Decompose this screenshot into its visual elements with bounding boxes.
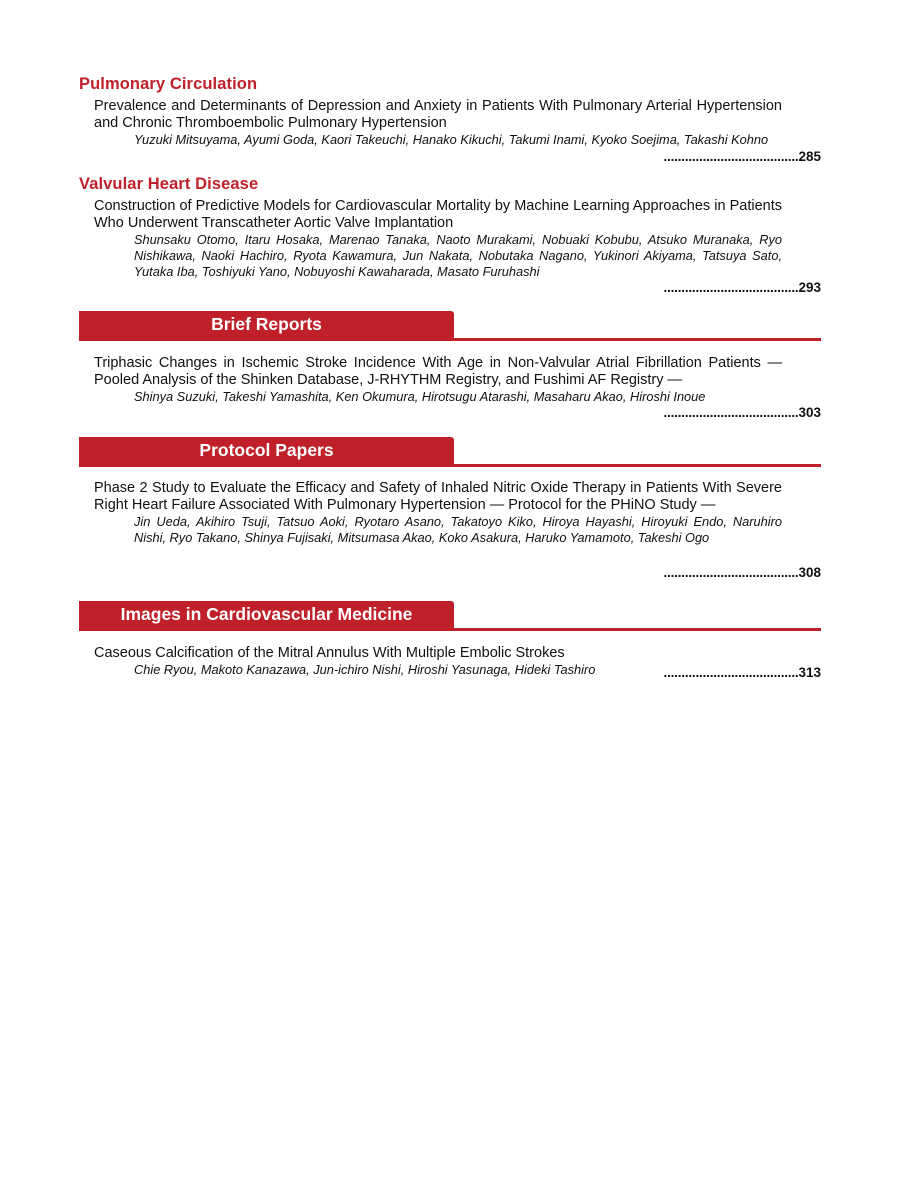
section-band-protocol-papers	[79, 437, 821, 467]
toc-entry-valvular[interactable]	[94, 198, 821, 295]
page-number: 285	[798, 149, 821, 164]
leader-dots: ......................................	[663, 565, 799, 580]
leader-dots: ......................................	[663, 405, 799, 420]
leader-dots: ......................................	[663, 665, 799, 680]
page-reference	[664, 149, 821, 164]
page-number: 293	[798, 280, 821, 295]
section-heading-valvular-heart-disease: Valvular Heart Disease	[79, 175, 259, 193]
article-authors: Shunsaku Otomo, Itaru Hosaka, Marenao Tanaka, Naoto Murakami, Nobuaki Kobubu, Atsuko Muranaka, Ryo Nishikawa, Naoki Hachiro, Ryota Kawamura, Jun Nakata, Nobutaka Nagano, Yukinori Akiyama, Tatsuya Sato, Yutaka Iba, Toshiyuki Yano, Nobuyoshi Kawaharada, Masato Furuhashi	[134, 232, 782, 279]
page-reference	[664, 280, 821, 295]
band-label: Images in Cardiovascular Medicine	[120, 604, 413, 624]
article-authors: Shinya Suzuki, Takeshi Yamashita, Ken Okumura, Hirotsugu Atarashi, Masaharu Akao, Hiroshi Inoue	[134, 389, 706, 404]
section-band-brief-reports	[79, 311, 821, 341]
article-title: Caseous Calcification of the Mitral Annulus With Multiple Embolic Strokes	[94, 645, 565, 661]
toc-entry-pulmonary[interactable]	[94, 98, 821, 164]
article-title: Phase 2 Study to Evaluate the Efficacy and Safety of Inhaled Nitric Oxide Therapy in Patients With Severe Right Heart Failure Associated With Pulmonary Hypertension — Protocol for the PHiNO Study —	[94, 480, 782, 513]
section-band-images-in-cardiovascular-medicine	[79, 601, 821, 631]
page-reference	[664, 565, 821, 580]
article-authors: Yuzuki Mitsuyama, Ayumi Goda, Kaori Takeuchi, Hanako Kikuchi, Takumi Inami, Kyoko Soejima, Takashi Kohno	[134, 132, 769, 147]
page-reference	[664, 665, 821, 680]
page-number: 313	[798, 665, 821, 680]
toc-entry-images[interactable]	[94, 645, 821, 678]
band-rule	[79, 338, 821, 341]
article-authors: Jin Ueda, Akihiro Tsuji, Tatsuo Aoki, Ryotaro Asano, Takatoyo Kiko, Hiroya Hayashi, Hiroyuki Endo, Naruhiro Nishi, Ryo Takano, Shinya Fujisaki, Mitsumasa Akao, Koko Asakura, Haruko Yamamoto, Takeshi Ogo	[134, 514, 782, 545]
article-title: Construction of Predictive Models for Cardiovascular Mortality by Machine Learning Approaches in Patients Who Underwent Transcatheter Aortic Valve Implantation	[94, 198, 782, 231]
article-title: Prevalence and Determinants of Depression and Anxiety in Patients With Pulmonary Arterial Hypertension and Chronic Thromboembolic Pulmonary Hypertension	[94, 98, 782, 131]
toc-entry-brief[interactable]	[94, 355, 821, 420]
band-rule	[79, 464, 821, 467]
band-label: Protocol Papers	[199, 440, 334, 460]
page-reference	[664, 405, 821, 420]
toc-entry-protocol[interactable]	[94, 480, 821, 580]
leader-dots: ......................................	[663, 149, 799, 164]
page-number: 308	[798, 565, 821, 580]
band-label: Brief Reports	[211, 314, 322, 334]
band-rule	[79, 628, 821, 631]
page-number: 303	[798, 405, 821, 420]
article-authors: Chie Ryou, Makoto Kanazawa, Jun-ichiro Nishi, Hiroshi Yasunaga, Hideki Tashiro	[134, 662, 596, 677]
leader-dots: ......................................	[663, 280, 799, 295]
article-title: Triphasic Changes in Ischemic Stroke Incidence With Age in Non-Valvular Atrial Fibrillation Patients — Pooled Analysis of the Shinken Database, J-RHYTHM Registry, and Fushimi AF Registry —	[94, 355, 782, 388]
section-heading-pulmonary-circulation: Pulmonary Circulation	[79, 75, 258, 93]
